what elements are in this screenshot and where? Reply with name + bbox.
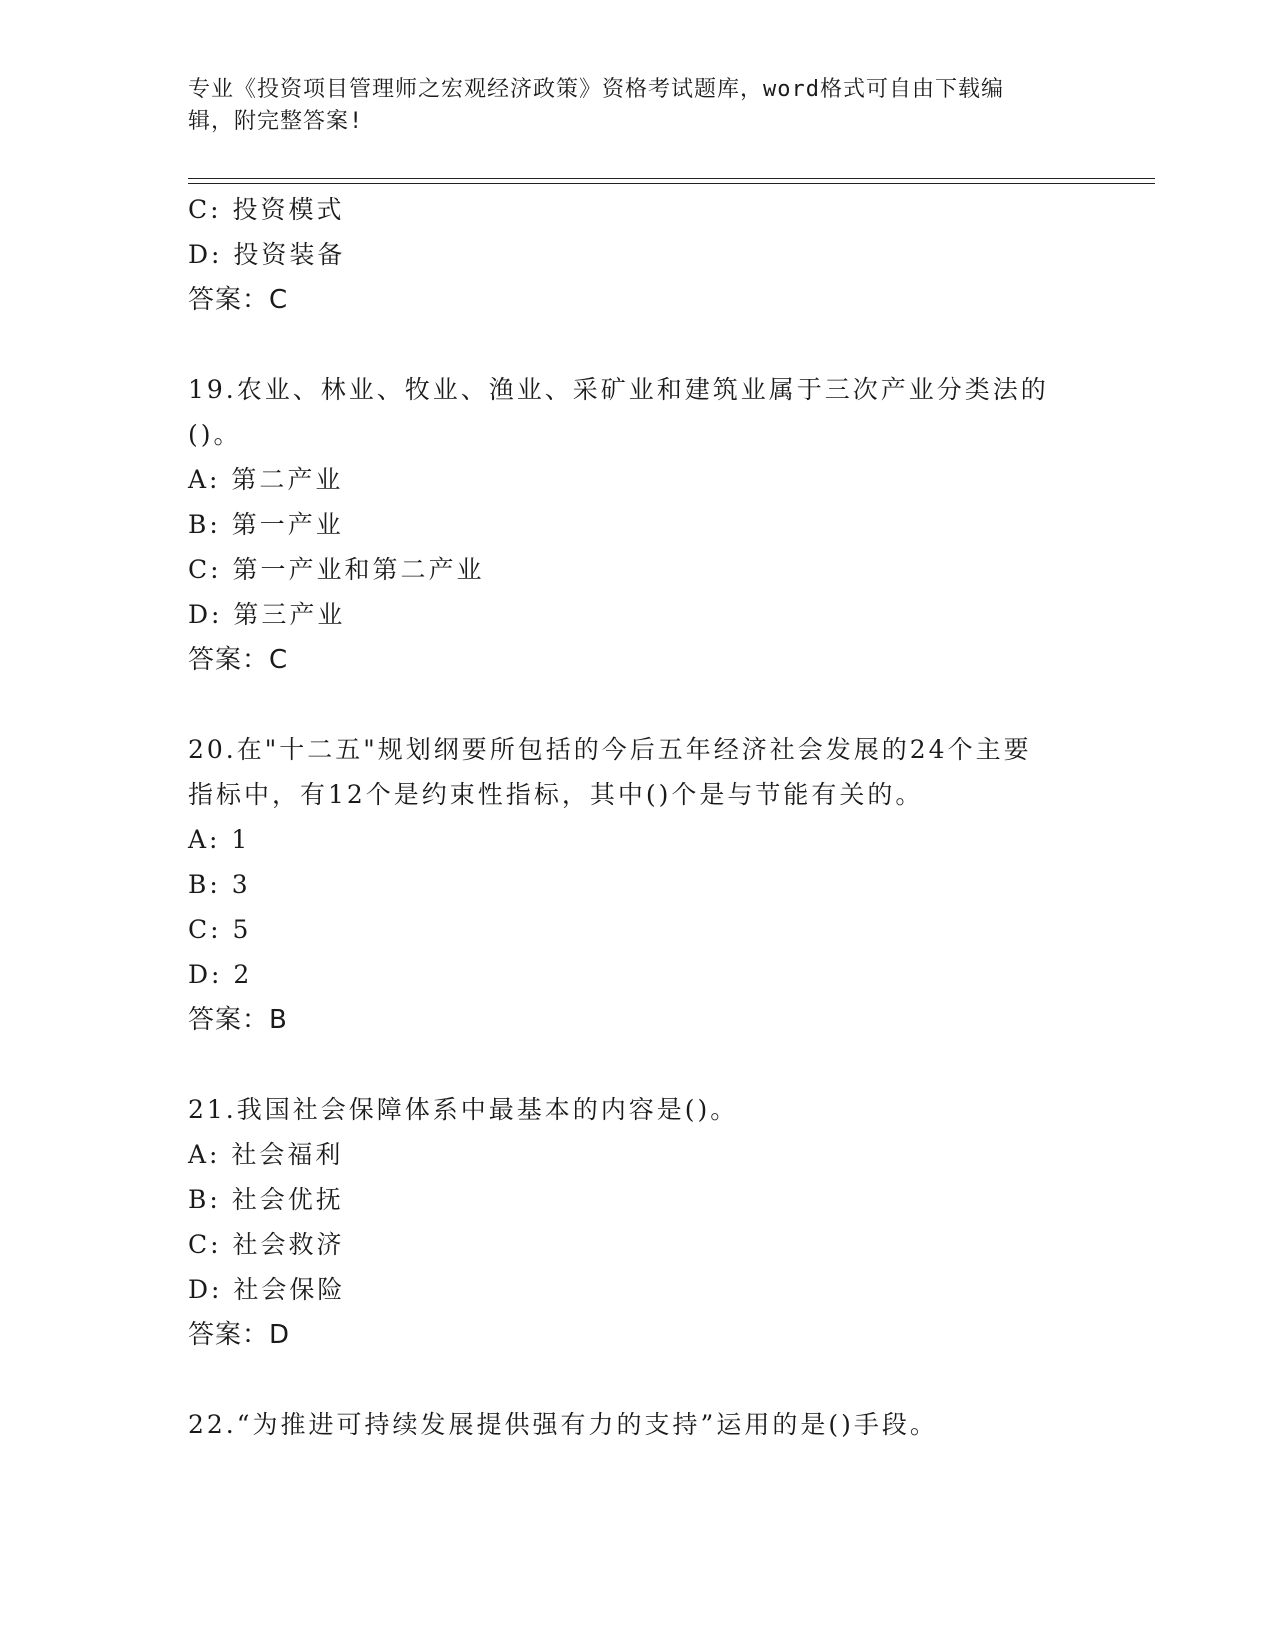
question-20-option-c: C: 5 — [188, 915, 252, 944]
question-19-option-d: D: 第三产业 — [188, 600, 346, 629]
question-21-option-b: B: 社会优抚 — [188, 1185, 344, 1214]
header-rule-bottom — [188, 183, 1155, 184]
option-d: D: 投资装备 — [188, 240, 346, 269]
option-c: C: 投资模式 — [188, 195, 345, 224]
question-19-option-a: A: 第二产业 — [188, 465, 344, 494]
question-19-answer: 答案：C — [188, 645, 289, 675]
question-21-answer: 答案：D — [188, 1320, 291, 1350]
question-21-option-a: A: 社会福利 — [188, 1140, 344, 1169]
question-20-line-2: 指标中，有12个是约束性指标，其中()个是与节能有关的。 — [188, 780, 924, 809]
question-20-option-d: D: 2 — [188, 960, 253, 989]
answer-line: 答案：C — [188, 285, 289, 315]
document-header — [188, 74, 1088, 138]
question-19-option-c: C: 第一产业和第二产业 — [188, 555, 485, 584]
question-19-line-2: ()。 — [188, 420, 242, 449]
question-20-option-a: A: 1 — [188, 825, 251, 854]
question-21-option-d: D: 社会保险 — [188, 1275, 346, 1304]
header-line-1: 专业《投资项目管理师之宏观经济政策》资格考试题库，word格式可自由下载编 — [188, 77, 1004, 102]
header-line-2: 辑，附完整答案! — [188, 109, 364, 134]
question-19-line-1: 19.农业、林业、牧业、渔业、采矿业和建筑业属于三次产业分类法的 — [188, 375, 1049, 404]
question-21-line-1: 21.我国社会保障体系中最基本的内容是()。 — [188, 1095, 739, 1124]
question-20-line-1: 20.在"十二五"规划纲要所包括的今后五年经济社会发展的24个主要 — [188, 735, 1032, 764]
question-22-line-1: 22.“为推进可持续发展提供强有力的支持”运用的是()手段。 — [188, 1410, 938, 1439]
question-20-answer: 答案：B — [188, 1005, 288, 1035]
question-19-option-b: B: 第一产业 — [188, 510, 344, 539]
header-rule-top — [188, 178, 1155, 179]
question-20-option-b: B: 3 — [188, 870, 251, 899]
question-21-option-c: C: 社会救济 — [188, 1230, 345, 1259]
